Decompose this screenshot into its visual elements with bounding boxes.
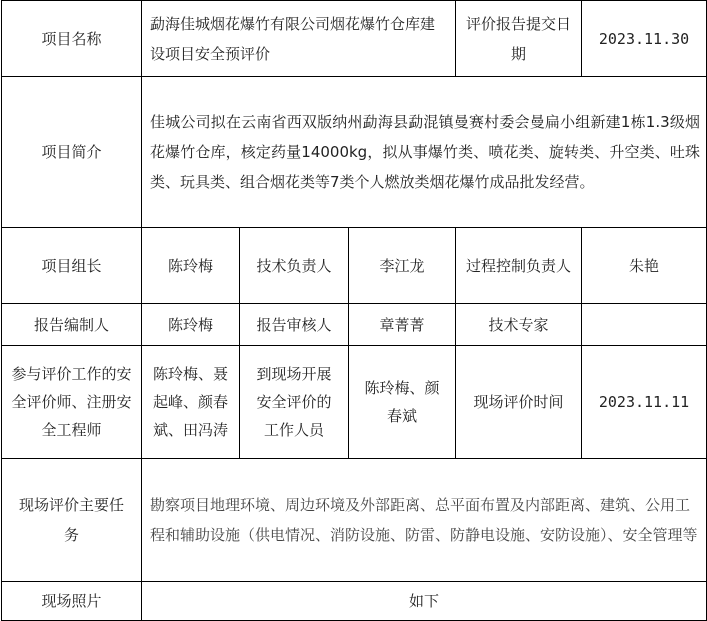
report-date-label: 评价报告提交日期 xyxy=(456,1,582,77)
site-photos-label: 现场照片 xyxy=(2,582,142,621)
process-control-label: 过程控制负责人 xyxy=(456,228,582,304)
technical-lead-value: 李江龙 xyxy=(349,228,456,304)
evaluators-label: 参与评价工作的安全评价师、注册安全工程师 xyxy=(2,346,142,459)
site-photos-value: 如下 xyxy=(142,582,707,621)
report-date-value: 2023.11.30 xyxy=(582,1,707,77)
onsite-time-label: 现场评价时间 xyxy=(456,346,582,459)
report-reviewer-label: 报告审核人 xyxy=(240,304,349,346)
process-control-value: 朱艳 xyxy=(582,228,707,304)
project-name-label: 项目名称 xyxy=(2,1,142,77)
report-compiler-value: 陈玲梅 xyxy=(142,304,240,346)
evaluation-info-table xyxy=(1,0,707,621)
project-summary-label: 项目简介 xyxy=(2,77,142,228)
onsite-staff-value: 陈玲梅、颜春斌 xyxy=(349,346,456,459)
technical-lead-label: 技术负责人 xyxy=(240,228,349,304)
onsite-tasks-text: 勘察项目地理环境、周边环境及外部距离、总平面布置及内部距离、建筑、公用工程和辅助设施（供电情况、消防设施、防雷、防静电设施、安防设施）、安全管理等 xyxy=(142,459,707,582)
evaluators-value: 陈玲梅、聂起峰、颜春斌、田冯涛 xyxy=(142,346,240,459)
technical-expert-label: 技术专家 xyxy=(456,304,582,346)
team-leader-label: 项目组长 xyxy=(2,228,142,304)
onsite-staff-label: 到现场开展安全评价的工作人员 xyxy=(240,346,349,459)
project-summary-text: 佳城公司拟在云南省西双版纳州勐海县勐混镇曼赛村委会曼扁小组新建1栋1.3级烟花爆竹仓库，核定药量14000kg，拟从事爆竹类、喷花类、旋转类、升空类、吐珠类、玩具类、组合烟花类等7类个人燃放类烟花爆竹成品批发经营。 xyxy=(142,77,707,228)
project-name-value: 勐海佳城烟花爆竹有限公司烟花爆竹仓库建设项目安全预评价 xyxy=(142,1,456,77)
technical-expert-value xyxy=(582,304,707,346)
report-reviewer-value: 章菁菁 xyxy=(349,304,456,346)
report-compiler-label: 报告编制人 xyxy=(2,304,142,346)
onsite-time-value: 2023.11.11 xyxy=(582,346,707,459)
team-leader-value: 陈玲梅 xyxy=(142,228,240,304)
onsite-tasks-label: 现场评价主要任务 xyxy=(2,459,142,582)
